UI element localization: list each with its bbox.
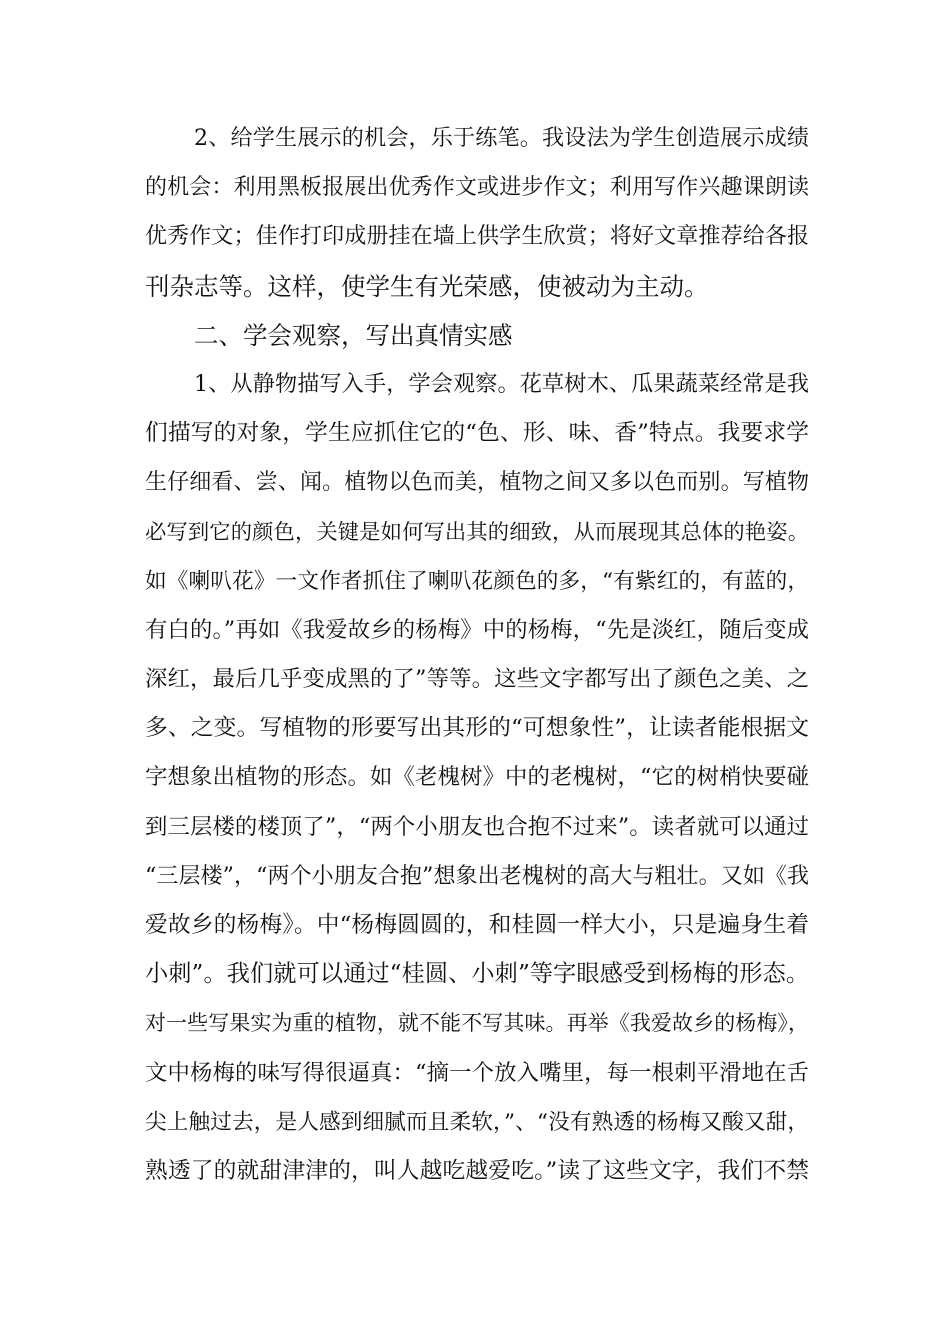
text-line: 到三层楼的楼顶了”，“两个小朋友也合抱不过来”。读者就可以通过 <box>145 813 809 840</box>
text-line: 刊杂志等。这样，使学生有光荣感，使被动为主动。 <box>145 271 709 301</box>
text-line: 多、之变。写植物的形要写出其形的“可想象性”，让读者能根据文 <box>145 715 809 742</box>
text-line: 字想象出植物的形态。如《老槐树》中的老槐树，“它的树梢快要碰 <box>145 764 809 791</box>
text-line: 对一些写果实为重的植物，就不能不写其味。再举《我爱故乡的杨梅》， <box>145 1011 809 1036</box>
text-line: 的机会：利用黑板报展出优秀作文或进步作文；利用写作兴趣课朗读 <box>145 175 809 201</box>
text-line: 文中杨梅的味写得很逼真：“摘一个放入嘴里，每一根刺平滑地在舌 <box>145 1059 809 1086</box>
text-line: 尖上触过去，是人感到细腻而且柔软，”、“没有熟透的杨梅又酸又甜， <box>145 1109 809 1135</box>
text-line: 深红，最后几乎变成黑的了”等等。这些文字都写出了颜色之美、之 <box>145 666 809 693</box>
text-line: 优秀作文；佳作打印成册挂在墙上供学生欣赏；将好文章推荐给各报 <box>145 224 809 250</box>
text-line: 爱故乡的杨梅》。中“杨梅圆圆的，和桂圆一样大小，只是遍身生着 <box>145 912 809 938</box>
text-line: “三层楼”，“两个小朋友合抱”想象出老槐树的高大与粗壮。又如《我 <box>145 863 809 889</box>
text-line: 必写到它的颜色，关键是如何写出其的细致，从而展现其总体的艳姿。 <box>145 519 809 545</box>
section-heading: 二、学会观察，写出真情实感 <box>194 320 513 350</box>
text-line: 们描写的对象，学生应抓住它的“色、形、味、香”特点。我要求学 <box>145 420 809 447</box>
text-line: 1、从静物描写入手，学会观察。花草树木、瓜果蔬菜经常是我 <box>194 370 809 397</box>
text-line: 小刺”。我们就可以通过“桂圆、小刺”等字眼感受到杨梅的形态。 <box>145 961 809 988</box>
text-line: 生仔细看、尝、闻。植物以色而美，植物之间又多以色而别。写植物 <box>145 470 809 496</box>
text-line: 如《喇叭花》一文作者抓住了喇叭花颜色的多，“有紫红的，有蓝的， <box>145 568 809 594</box>
text-line: 有白的。”再如《我爱故乡的杨梅》中的杨梅，“先是淡红，随后变成 <box>145 616 809 643</box>
text-line: 熟透了的就甜津津的，叫人越吃越爱吃。”读了这些文字，我们不禁 <box>145 1157 809 1184</box>
text-line: 2、给学生展示的机会，乐于练笔。我设法为学生创造展示成绩 <box>194 125 809 151</box>
body-text <box>145 114 809 1196</box>
